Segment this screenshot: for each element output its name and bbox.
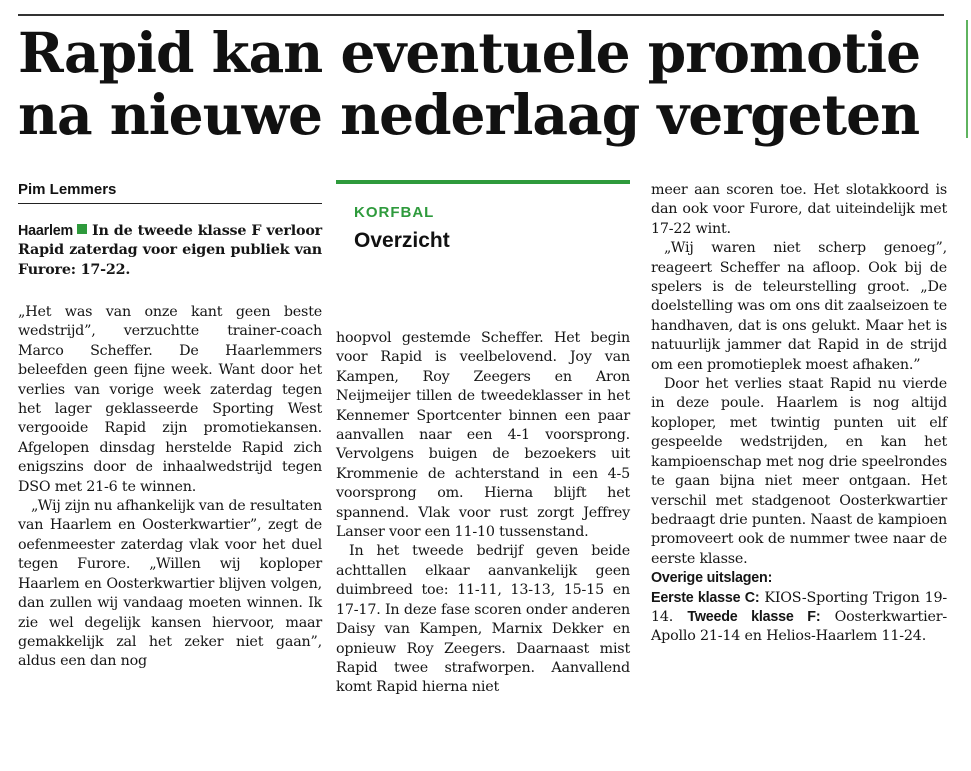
column-2 [336,329,630,698]
body-paragraph: In het tweede bedrijf geven beide achttallen elkaar aanvankelijk geen duimbreed toe: 11-11, 13-13, 15-15 en 17-17. In deze fase scoren onder anderen Daisy van Kampen, Marnix Dekker en opnieuw Roy Zeegers. Daarnaast mist Rapid twee strafworpen. Aanvallend komt Rapid hierna niet [336,543,630,696]
column-1 [18,303,322,672]
section-bar [336,180,630,184]
results-class-label: Tweede klasse F: [687,608,821,625]
section-box [336,180,630,253]
column-3 [651,181,947,647]
results-heading: Overige uitslagen: [651,570,773,587]
byline: Pim Lemmers [18,180,322,204]
body-paragraph: „Het was van onze kant geen beste wedstrijd”, verzuchtte trainer-coach Marco Scheffer. De Haarlemmers beleefden geen fijne week. Want door het verlies van vorige week zaterdag tegen het lager geklasseerde Sporting West vergooide Rapid zijn promotiekansen. Afgelopen dinsdag herstelde Rapid zich enigszins door de inhaalwedstrijd tegen DSO met 21-6 te winnen. [18,304,322,495]
results-text: KIOS-Sporting Trigon 19-14. [651,589,947,625]
results-class-label: Eerste klasse C: [651,589,760,606]
section-title: Overzicht [354,229,450,252]
body-paragraph: Door het verlies staat Rapid nu vierde in deze poule. Haarlem is nog altijd koploper, met twintig punten uit elf gespeelde wedstrijden, en kan het kampioenschap met nog drie speelrondes te gaan bijna niet meer ontgaan. Het verschil met stadgenoot Oosterkwartier bedraagt drie punten. Naast de kampioen promoveert ook de nummer twee naar de eerste klasse. [651,376,948,567]
results-text: Oosterkwartier-Apollo 21-14 en Helios-Haarlem 11-24. [651,608,947,645]
body-paragraph: „Wij waren niet scherp genoeg”, reageert Scheffer na afloop. Ook bij de spelers is de teleurstelling groot. „De doelstelling was om ons dit zaalseizoen te handhaven, dat is ons gelukt. Maar het is natuurlijk jammer dat Rapid in de strijd om een promotieplek moest afhaken.” [651,240,947,373]
body-paragraph: hoopvol gestemde Scheffer. Het begin voor Rapid is veelbelovend. Joy van Kampen, Roy Zeegers en Aron Neijmeijer tillen de tweedeklasser in het Kennemer Sportcenter binnen een paar aanvallen naar een 4-1 voorsprong. Vervolgens buigen de bezoekers uit Krommenie de achterstand in een 4-5 voorsprong om. Hierna blijft het spannend. Vlak voor rust zorgt Jeffrey Lanser voor een 11-10 tussenstand. [336,330,630,541]
dateline-square-icon [77,224,87,234]
results-list [651,589,947,647]
body-paragraph: meer aan scoren toe. Het slotakkoord is dan ook voor Furore, dat uiteindelijk met 17-22 wint. [651,182,947,237]
dateline: Haarlem [18,223,74,239]
lead-text: In de tweede klasse F verloor Rapid zaterdag voor eigen publiek van Furore: 17-22. [18,223,322,278]
body-paragraph: „Wij zijn nu afhankelijk van de resultaten van Haarlem en Oosterkwartier”, zegt de oefenmeester zaterdag vlak voor het duel tegen Furore. „Willen wij koploper Haarlem en Oosterkwartier blijven volgen, dan zullen wij vandaag moeten winnen. Ik zie wel degelijk kansen hiervoor, maar gemakkelijk zal het zeker niet gaan”, aldus een dan nog [18,498,323,670]
margin-accent-line [966,20,968,138]
top-rule [18,14,944,16]
lead-paragraph [18,222,322,280]
section-kicker: KORFBAL [354,204,435,221]
article-headline: Rapid kan eventuele promotie na nieuwe nederlaag vergeten [18,20,921,147]
